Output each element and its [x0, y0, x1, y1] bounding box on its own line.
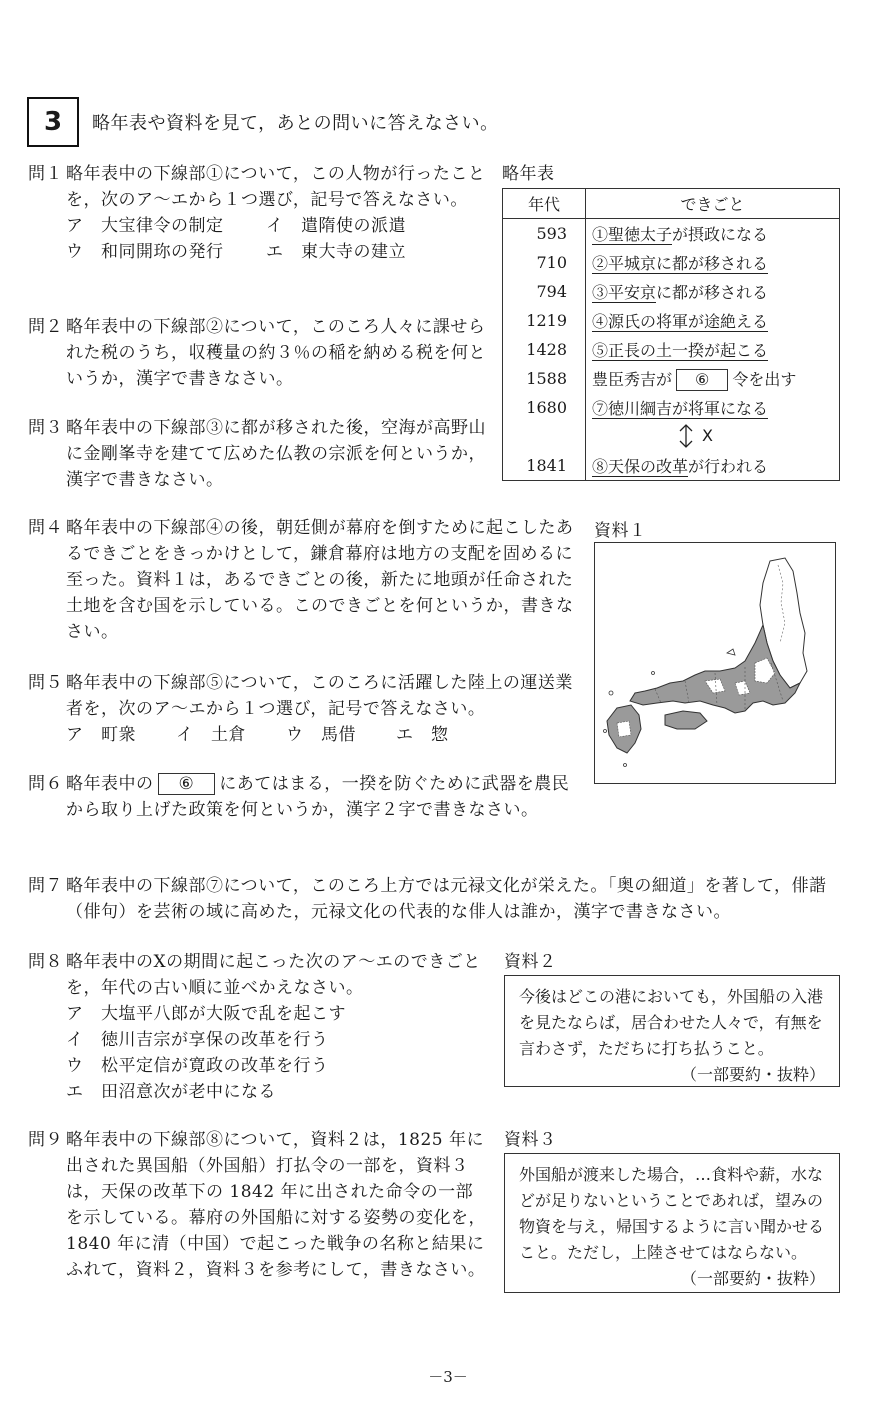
q8-choice-u-key: ウ [66, 1056, 84, 1076]
q3-text: 略年表中の下線部③に都が移された後，空海が高野山に金剛峯寺を建てて広めた仏教の宗派を何というか，漢字で書きなさい。 [66, 418, 486, 490]
timeline-event: ⑤正長の土一揆が起こる [586, 335, 840, 364]
q1-choice-a-key: ア [66, 216, 84, 236]
question-number-box [27, 97, 79, 147]
q8-number: 問８ [28, 952, 63, 972]
instruction: 略年表や資料を見て，あとの問いに答えなさい。 [92, 113, 499, 134]
blank-box-6: ⑥ [676, 369, 728, 391]
q1-text: 略年表中の下線部①について，この人物が行ったことを，次のア～エから１つ選び，記号で答えなさい。 [66, 164, 486, 210]
q8-choice-a-key: ア [66, 1004, 84, 1024]
q8-choice-e: 田沼意次が老中になる [101, 1082, 276, 1102]
q5-choice-e-key: エ [396, 725, 414, 745]
q4-text: 略年表中の下線部④の後，朝廷側が幕府を倒すために起こしたあるできごとをきっかけとして，鎌倉幕府は地方の支配を固めるに至った。資料１は，あるできごとの後，新たに地頭が任命された土地を含む国を示している。このできごとを何というか，書きなさい。 [66, 518, 574, 642]
q5-choices [28, 722, 576, 748]
timeline-event: ⑦徳川綱吉が将軍になる [586, 393, 840, 422]
material3-note: （一部要約・抜粋） [680, 1269, 825, 1288]
material2-title: 資料２ [504, 952, 557, 972]
q1-choice-u-key: ウ [66, 242, 84, 262]
material3-box [504, 1153, 840, 1293]
timeline-x-period [586, 422, 840, 451]
q7-text: 略年表中の下線部⑦について，このころ上方では元禄文化が栄えた。「奥の細道」を著して，俳諧（俳句）を芸術の域に高めた，元禄文化の代表的な俳人は誰か，漢字で書きなさい。 [66, 876, 827, 922]
q8-choice-u: 松平定信が寛政の改革を行う [101, 1056, 329, 1076]
q8-choice-i-key: イ [66, 1030, 84, 1050]
page-number: －3－ [428, 1368, 468, 1386]
q8-choice-i: 徳川吉宗が享保の改革を行う [101, 1030, 329, 1050]
q9-number: 問９ [28, 1130, 63, 1150]
q5-choice-u-key: ウ [286, 725, 304, 745]
timeline-year: 794 [536, 282, 567, 301]
timeline-title: 略年表 [502, 164, 555, 184]
question-7 [28, 873, 848, 925]
q5-choice-i-key: イ [176, 725, 194, 745]
q2-text: 略年表中の下線部②について，このころ人々に課せられた税のうち，収穫量の約３％の稲を納める税を何というか，漢字で書きなさい。 [66, 317, 486, 389]
material2-text: 今後はどこの港においても，外国船の入港を見たならば，居合わせた人々で，有無を言わさず，ただちに打ち払うこと。 [519, 987, 824, 1058]
q6-text: にあてはまる，一揆を防ぐために武器を農民から取り上げた政策を何というか，漢字２字で書きなさい。 [66, 774, 570, 820]
q1-choices [28, 213, 488, 265]
q5-choice-a-key: ア [66, 725, 84, 745]
timeline-table [502, 188, 840, 481]
q3-number: 問３ [28, 418, 63, 438]
q1-choice-e: 東大寺の建立 [301, 242, 406, 262]
q6-blank-box: ⑥ [158, 773, 216, 795]
material2-box [504, 975, 840, 1087]
timeline-event: ⑧天保の改革が行われる [586, 451, 840, 480]
material2-note: （一部要約・抜粋） [680, 1065, 825, 1084]
japan-map-icon [595, 543, 835, 783]
q6-pre: 略年表中の [66, 774, 154, 794]
q4-number: 問４ [28, 518, 63, 538]
double-arrow-icon [674, 422, 698, 450]
question-6 [28, 771, 576, 823]
material1-map [594, 542, 836, 784]
q5-number: 問５ [28, 673, 63, 693]
timeline-year: 1588 [526, 369, 567, 388]
q1-choice-i-key: イ [266, 216, 284, 236]
question-3 [28, 415, 488, 493]
q1-choice-u: 和同開珎の発行 [101, 242, 224, 262]
question-1 [28, 161, 488, 265]
q5-choice-e: 惣 [431, 725, 449, 745]
q1-choice-i: 遣隋使の派遣 [301, 216, 406, 236]
q2-number: 問２ [28, 317, 63, 337]
q1-choice-a: 大宝律令の制定 [101, 216, 224, 236]
material1-title: 資料１ [594, 521, 647, 541]
timeline-year: 1841 [526, 456, 567, 475]
q1-number: 問１ [28, 164, 63, 184]
q5-choice-i: 土倉 [211, 725, 246, 745]
question-5 [28, 670, 576, 748]
q5-text: 略年表中の下線部⑤について，このころに活躍した陸上の運送業者を，次のア～エから１つ選び，記号で答えなさい。 [66, 673, 573, 719]
question-2 [28, 314, 488, 392]
question-8 [28, 949, 488, 1105]
question-number: 3 [43, 107, 63, 137]
timeline-event: ③平安京に都が移される [586, 277, 840, 306]
timeline-year: 593 [536, 224, 567, 243]
timeline-year: 1428 [526, 340, 567, 359]
q6-number: 問６ [28, 774, 63, 794]
question-4 [28, 515, 576, 645]
material3-title: 資料３ [504, 1130, 557, 1150]
question-9 [28, 1127, 488, 1283]
q1-choice-e-key: エ [266, 242, 284, 262]
timeline-col-event: できごと [586, 189, 840, 219]
timeline-year: 1680 [526, 398, 567, 417]
q9-text: 略年表中の下線部⑧について，資料２は，1825 年に出された異国船（外国船）打払令の一部を，資料３は，天保の改革下の 1842 年に出された命令の一部を示している。幕府の外国船に対する姿勢の変化を，1840 年に清（中国）で起こった戦争の名称と結果にふれて，資料２，資料３を参考にして，書きなさい。 [66, 1130, 486, 1280]
q8-choice-a: 大塩平八郎が大阪で乱を起こす [101, 1004, 346, 1024]
material3-text: 外国船が渡来した場合，…食料や薪，水などが足りないということであれば，望みの物資を与え，帰国するように言い聞かせること。ただし，上陸させてはならない。 [519, 1165, 824, 1262]
timeline-col-year: 年代 [503, 189, 586, 219]
q5-choice-a: 町衆 [101, 725, 136, 745]
q8-choices [28, 1001, 488, 1105]
q5-choice-u: 馬借 [321, 725, 356, 745]
x-label: X [702, 426, 713, 445]
timeline-event: ①聖徳太子が摂政になる [586, 219, 840, 249]
q8-text: 略年表中のXの期間に起こった次のア～エのできごとを，年代の古い順に並べかえなさい。 [66, 952, 481, 998]
q7-number: 問７ [28, 876, 63, 896]
timeline-event: ④源氏の将軍が途絶える [586, 306, 840, 335]
timeline-event: ②平城京に都が移される [586, 248, 840, 277]
q8-choice-e-key: エ [66, 1082, 84, 1102]
timeline-year: 710 [536, 253, 567, 272]
timeline-year: 1219 [526, 311, 567, 330]
timeline-event: 豊臣秀吉が ⑥ 令を出す [586, 364, 840, 393]
